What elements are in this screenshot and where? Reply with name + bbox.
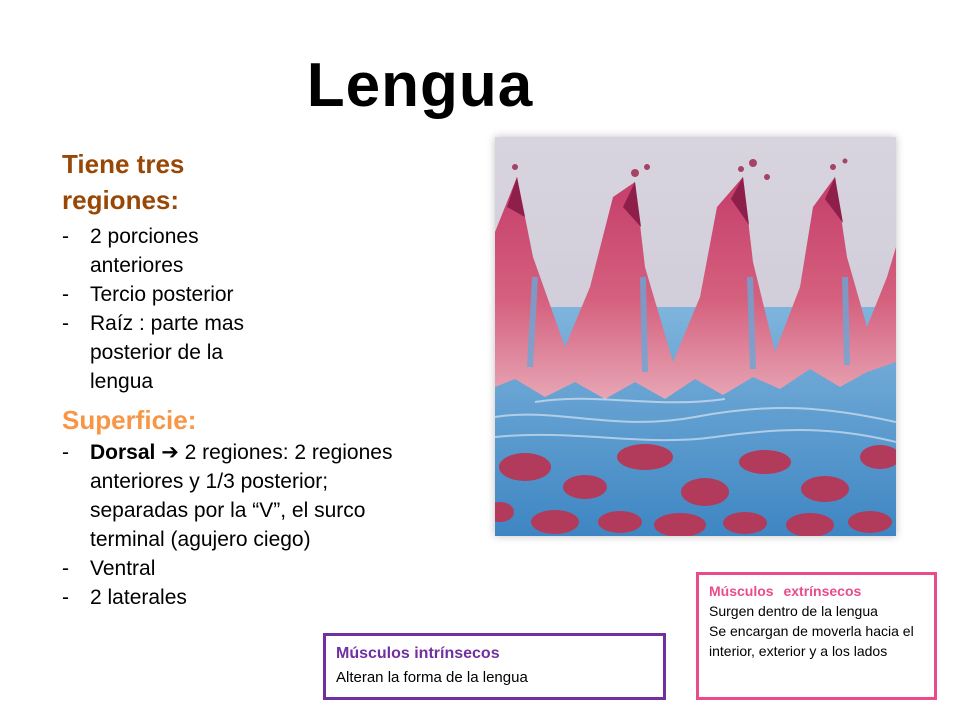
dorsal-description: 2 regiones: 2 regiones anteriores y 1/3 posterior; separadas por la “V”, el surco terminal (agujero ciego) — [90, 441, 393, 551]
extrinsic-muscles-title: Músculos extrínsecos — [709, 583, 862, 599]
intrinsic-muscles-text: Alteran la forma de la lengua — [336, 669, 528, 686]
slide-title: Lengua — [306, 51, 534, 120]
list-item: - Ventral — [62, 554, 432, 583]
tongue-histology-image — [495, 137, 896, 536]
extrinsic-muscles-line: Se encargan de moverla hacia el interior, exterior y a los lados — [709, 623, 914, 659]
regions-heading: Tiene tres regiones: — [62, 149, 185, 215]
dorsal-label: Dorsal — [90, 441, 156, 464]
histology-illustration — [495, 137, 896, 536]
list-item-dorsal — [62, 438, 432, 554]
extrinsic-muscles-line: Surgen dentro de la lengua — [709, 603, 878, 619]
list-item: - 2 porciones anteriores — [62, 222, 282, 280]
list-item: - Tercio posterior — [62, 280, 282, 309]
regions-list — [62, 222, 282, 396]
surface-heading: Superficie: — [62, 405, 197, 435]
extrinsic-muscles-box — [696, 572, 937, 700]
list-item: - 2 laterales — [62, 583, 432, 612]
surface-list — [62, 438, 432, 612]
list-item: - Raíz : parte mas posterior de la lengua — [62, 309, 282, 396]
arrow-right-icon: ➔ — [161, 441, 179, 464]
intrinsic-muscles-box — [323, 633, 666, 700]
intrinsic-muscles-title: Músculos intrínsecos — [336, 645, 500, 662]
